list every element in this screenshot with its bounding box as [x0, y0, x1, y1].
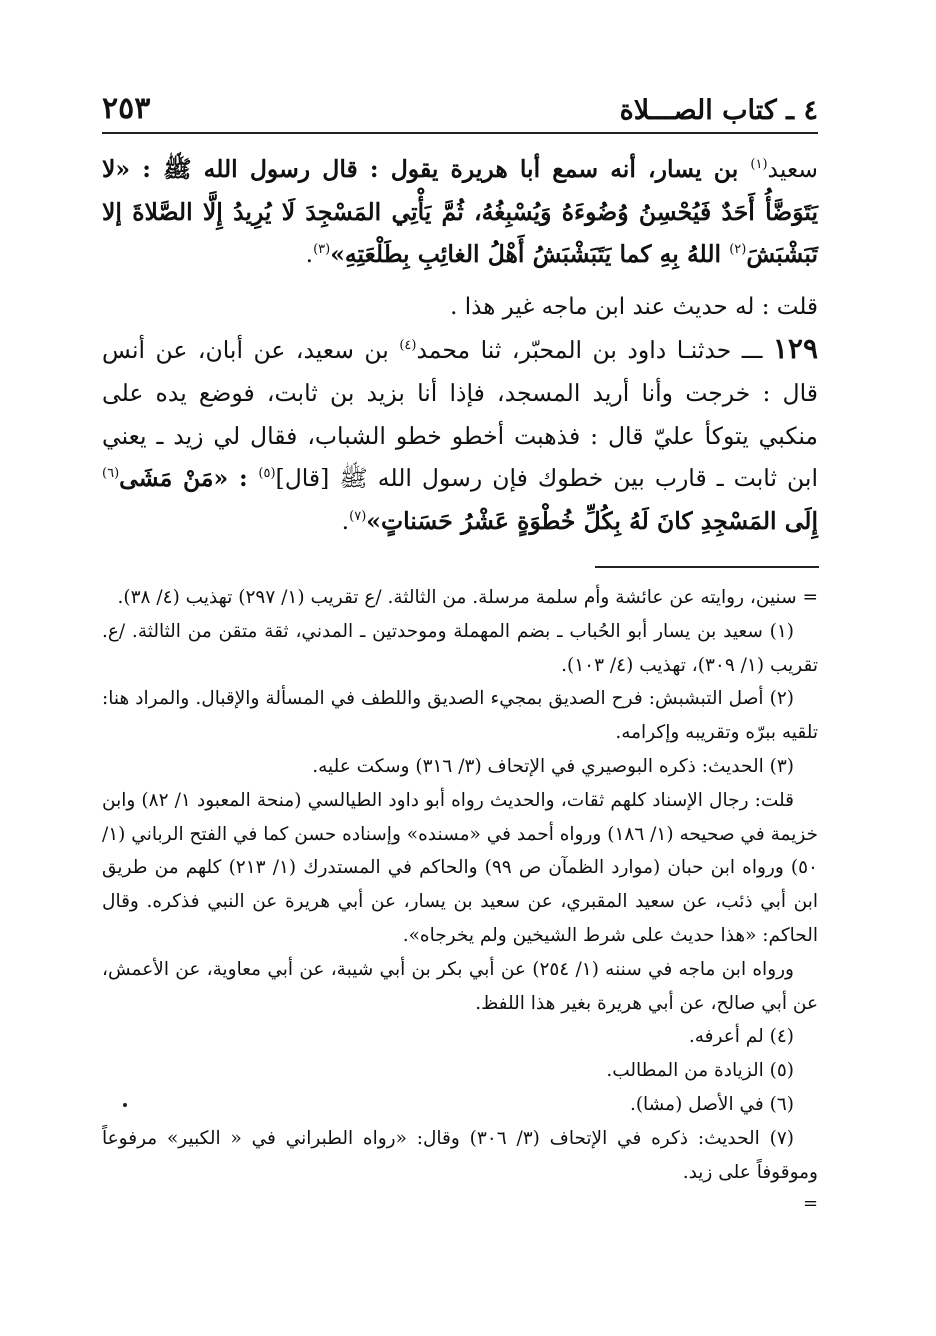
- footnote-ref: (٣): [313, 242, 331, 258]
- text-run: سعيد: [767, 155, 818, 183]
- footnote-separator: [595, 566, 819, 568]
- page-number: ٢٥٣: [102, 91, 151, 126]
- footnote-ref: (٧): [349, 508, 367, 524]
- footnotes: [102, 581, 818, 1189]
- footnote-3: (٣) الحديث: ذكره البوصيري في الإتحاف (٣/ ٣١٦) وسكت عليه.: [312, 755, 794, 777]
- main-text: [102, 148, 818, 542]
- hadith-text: اللهُ بِهِ كما يَتَبَشْبَشُ أَهْلُ الغائِبِ بِطَلْعَتِهِ»: [330, 240, 730, 269]
- header-rule: [102, 132, 818, 134]
- footnote-6: (٦) في الأصل (مشا).: [629, 1093, 794, 1115]
- text-run: ـــ حدثنـا داود بن المحبّر، ثنا محمد: [416, 336, 773, 365]
- paragraph-gap: [102, 276, 818, 286]
- footnote-ref: (٥): [258, 466, 276, 482]
- hadith-text: : «مَنْ مَشَى: [119, 464, 259, 493]
- footnote-continued: = سنين، روايته عن عائشة وأم سلمة مرسلة. من الثالثة. /ع تقريب (١/ ٢٩٧) تهذيب (٤/ ٣٨).: [117, 587, 818, 608]
- hadith-text: بن يسار، أنه سمع أبا هريرة يقول : قال رسول الله ﷺ : «لا يَتَوَضَّأُ أَحَدٌ فَيُحْسِنُ وُضُوءَهُ وَيُسْبِغُهُ، ثُمَّ يَأْتِي المَسْجِدَ لَا يُرِيدُ إِلَّا الصَّلاةَ إلا تَبَشْبَشَ: [102, 155, 818, 269]
- hadith-number: ١٢٩: [772, 332, 818, 366]
- footnote-7: (٧) الحديث: ذكره في الإتحاف (٣/ ٣٠٦) وقال: «رواه الطبراني في « الكبير» مرفوعاً وموقوفاً على زيد.: [102, 1127, 818, 1183]
- running-header: [102, 86, 818, 126]
- text-run: بن سعيد، عن أبان، عن أنس قال : خرجت وأنا أريد المسجد، فإذا أنا بزيد بن ثابت، فوضع يده على منكبي يتوكأ عليّ قال : فذهبت أخطو خطو الشباب، فقال لي زيد ـ يعني ابن ثابت ـ قارب بين خطوك فإن رسول الله ﷺ [قال]: [102, 336, 818, 493]
- text-run: .: [341, 506, 350, 535]
- hadith-128-continuation: [102, 148, 818, 276]
- author-note: قلت : له حديث عند ابن ماجه غير هذا .: [450, 293, 818, 320]
- footnote-ref: (٤): [399, 338, 417, 354]
- footnote-1: (١) سعيد بن يسار أبو الحُباب ـ بضم المهملة وموحدتين ـ المدني، ثقة متقن من الثالثة. /ع. تقريب (١/ ٣٠٩)، تهذيب (٤/ ١٠٣).: [102, 620, 818, 676]
- hadith-text: إِلَى المَسْجِدِ كانَ لَهُ بِكُلِّ خُطْوَةٍ عَشْرُ حَسَناتٍ»: [366, 506, 818, 535]
- footnote-ref: (٢): [729, 242, 747, 258]
- footnote-ref: (٦): [102, 466, 120, 482]
- footnote-5: (٥) الزيادة من المطالب.: [606, 1060, 794, 1082]
- footnote-ref: (١): [750, 157, 768, 173]
- footnote-3-comment: قلت: رجال الإسناد كلهم ثقات، والحديث رواه أبو داود الطيالسي (منحة المعبود ١/ ٨٢) وابن خزيمة في صحيحه (١/ ١٨٦) ورواه أحمد في «مسنده» وإسناده حسن كما في الفتح الرباني (١/ ٥٠) ورواه ابن حبان (موارد الظمآن ص ٩٩) والحاكم في المستدرك (١/ ٢١٣) كلهم من طريق ابن أبي ذئب، عن سعيد المقبري، عن سعيد بن يسار، عن أبي هريرة عن النبي فذكره. وقال الحاكم: «هذا حديث على شرط الشيخين ولم يخرجاه».: [102, 789, 818, 946]
- footnote-2: (٢) أصل التبشبش: فرح الصديق بمجيء الصديق واللطف في المسألة والإقبال. والمراد هنا: تلقيه ببرّه وتقريبه وإكرامه.: [102, 688, 818, 744]
- footnote-3-addition: ورواه ابن ماجه في سننه (١/ ٢٥٤) عن أبي بكر بن أبي شيبة، عن أبي معاوية، عن الأعمش، عن أبي صالح، عن أبي هريرة بغير هذا اللفظ.: [102, 958, 818, 1014]
- text-run: .: [305, 240, 314, 269]
- hadith-129: [102, 328, 818, 542]
- chapter-title: ٤ ـ كتاب الصـــلاة: [619, 95, 818, 126]
- stray-dot: [123, 1103, 127, 1107]
- footnote-4: (٤) لم أعرفه.: [688, 1026, 794, 1048]
- continuation-mark: =: [803, 1193, 819, 1214]
